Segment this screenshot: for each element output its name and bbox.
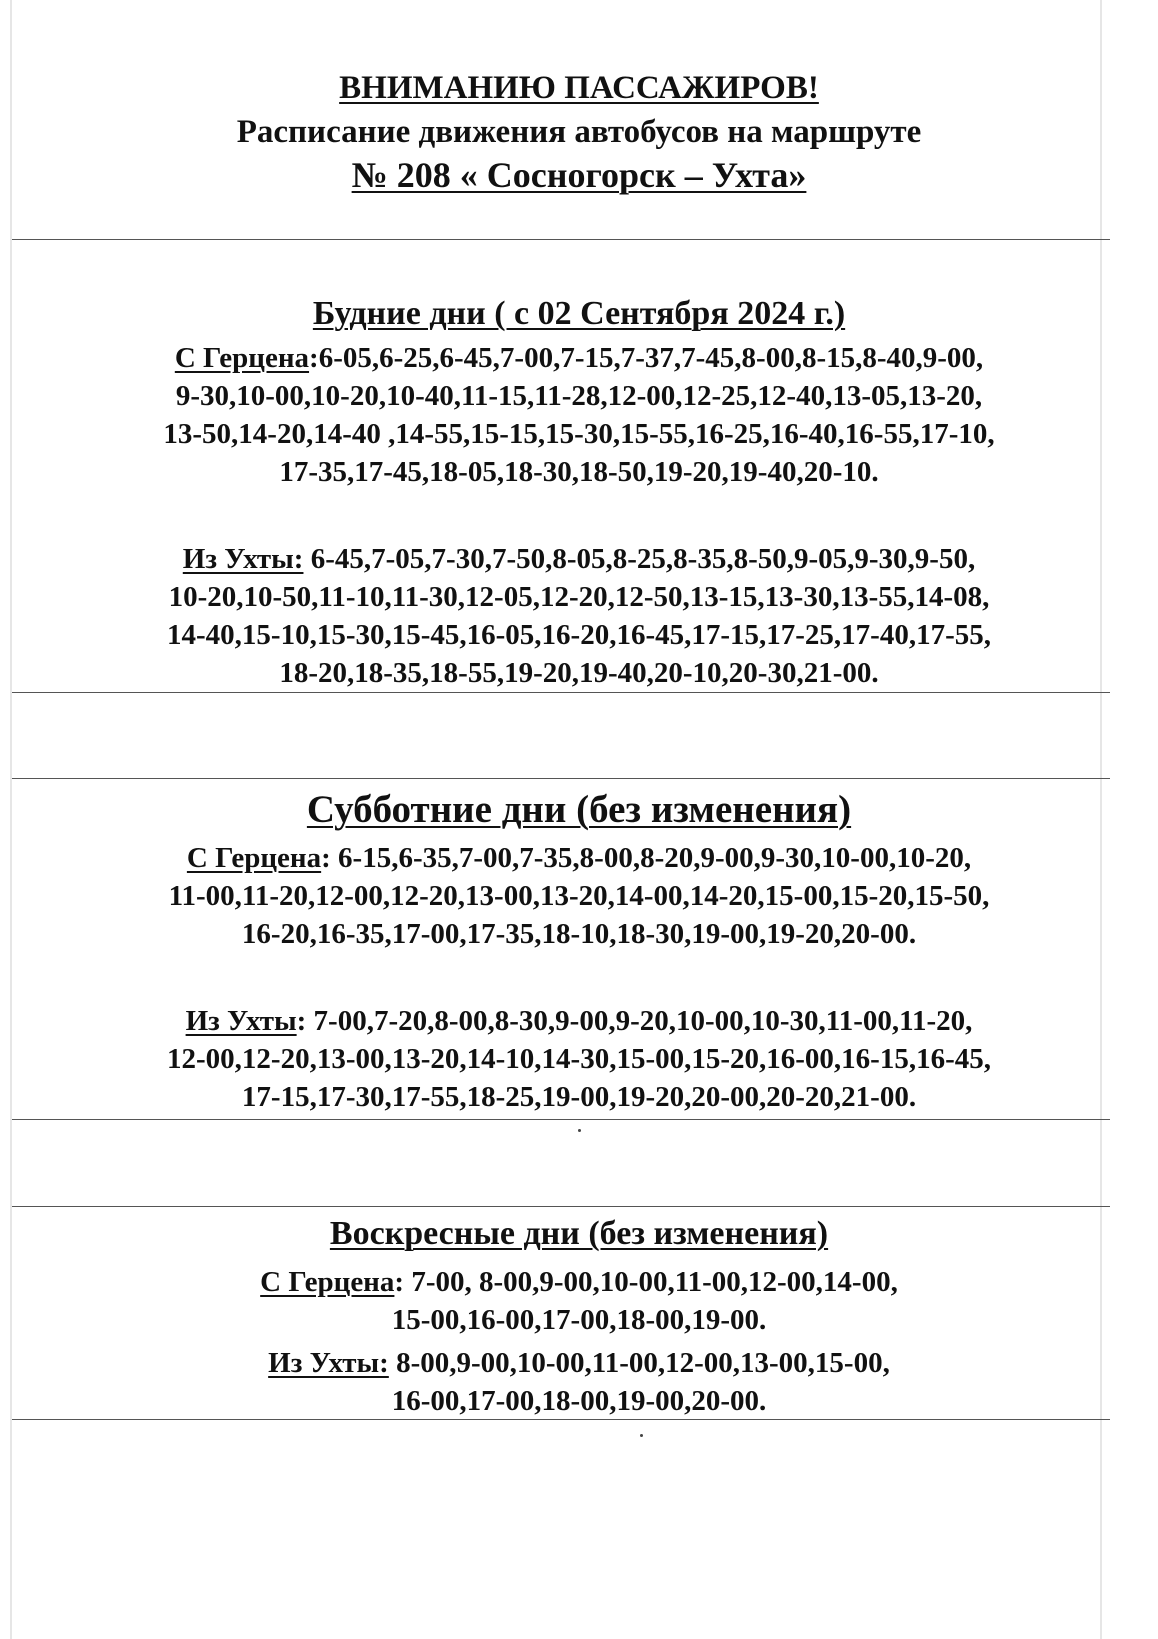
divider — [12, 1419, 1110, 1420]
from-gertsena-label: С Герцена — [174, 342, 310, 374]
schedule-line: 15-00,16-00,17-00,18-00,19-00. — [391, 1304, 767, 1336]
schedule-line — [0, 540, 1158, 578]
schedule-line — [0, 1263, 1158, 1301]
schedule-line: 9-30,10-00,10-20,10-40,11-15,11-28,12-00,12-25,12-40,13-05,13-20, — [175, 380, 983, 412]
schedule-line: 17-35,17-45,18-05,18-30,18-50,19-20,19-40,20-10. — [279, 456, 879, 488]
schedule-line — [0, 839, 1158, 877]
scan-speck — [578, 1129, 581, 1132]
schedule-line — [0, 1344, 1158, 1382]
from-gertsena-label: С Герцена — [186, 842, 322, 874]
times: : 7-00,7-20,8-00,8-30,9-00,9-20,10-00,10-30,11-00,11-20, — [296, 1005, 973, 1037]
divider — [12, 778, 1110, 779]
from-gertsena-label: С Герцена — [260, 1266, 395, 1298]
sunday-from-ukhta — [0, 1344, 1158, 1420]
saturday-title-text: Субботние дни (без изменения) — [306, 788, 852, 831]
sunday-from-gertsena — [0, 1263, 1158, 1339]
schedule-line: 10-20,10-50,11-10,11-30,12-05,12-20,12-50,13-15,13-30,13-55,14-08, — [168, 581, 990, 613]
schedule-line: 13-50,14-20,14-40 ,14-55,15-15,15-30,15-55,16-25,16-40,16-55,17-10, — [163, 418, 995, 450]
attention-heading — [0, 66, 1158, 110]
schedule-line: 12-00,12-20,13-00,13-20,14-10,14-30,15-00,15-20,16-00,16-15,16-45, — [167, 1043, 991, 1075]
schedule-line — [0, 1002, 1158, 1040]
route-text: № 208 « Сосногорск – Ухта» — [351, 155, 807, 195]
schedule-line: 11-00,11-20,12-00,12-20,13-00,13-20,14-00,14-20,15-00,15-20,15-50, — [168, 880, 990, 912]
route-title — [0, 152, 1158, 198]
weekdays-title-text: Будние дни ( с 02 Сентября 2024 г.) — [312, 295, 846, 332]
divider — [12, 1206, 1110, 1207]
times: : 6-15,6-35,7-00,7-35,8-00,8-20,9-00,9-30,10-00,10-20, — [321, 842, 972, 874]
from-ukhta-label: Из Ухты: — [268, 1347, 389, 1379]
divider — [12, 1119, 1110, 1120]
schedule-line: 18-20,18-35,18-55,19-20,19-40,20-10,20-30,21-00. — [279, 657, 879, 689]
times: 6-45,7-05,7-30,7-50,8-05,8-25,8-35,8-50,9-05,9-30,9-50, — [303, 543, 976, 575]
sunday-title — [0, 1212, 1158, 1256]
schedule-line: 16-00,17-00,18-00,19-00,20-00. — [391, 1385, 767, 1417]
from-ukhta-label: Из Ухты — [185, 1005, 297, 1037]
from-ukhta-label: Из Ухты: — [182, 543, 304, 575]
saturday-from-gertsena — [0, 839, 1158, 953]
times: :6-05,6-25,6-45,7-00,7-15,7-37,7-45,8-00,8-15,8-40,9-00, — [309, 342, 984, 374]
weekdays-from-ukhta — [0, 540, 1158, 692]
sunday-title-text: Воскресные дни (без изменения) — [329, 1215, 829, 1252]
saturday-from-ukhta — [0, 1002, 1158, 1116]
schedule-line — [0, 339, 1158, 377]
weekdays-title — [0, 292, 1158, 336]
times: : 7-00, 8-00,9-00,10-00,11-00,12-00,14-00, — [394, 1266, 898, 1298]
schedule-line: 14-40,15-10,15-30,15-45,16-05,16-20,16-45,17-15,17-25,17-40,17-55, — [167, 619, 991, 651]
schedule-line: 16-20,16-35,17-00,17-35,18-10,18-30,19-00,19-20,20-00. — [241, 918, 917, 950]
times: 8-00,9-00,10-00,11-00,12-00,13-00,15-00, — [388, 1347, 890, 1379]
scan-speck — [640, 1434, 643, 1437]
attention-text: ВНИМАНИЮ ПАССАЖИРОВ! — [339, 70, 819, 106]
divider — [12, 692, 1110, 693]
weekdays-from-gertsena — [0, 339, 1158, 491]
schedule-line: 17-15,17-30,17-55,18-25,19-00,19-20,20-00,20-20,21-00. — [241, 1081, 917, 1113]
divider — [12, 239, 1110, 240]
saturday-title — [0, 788, 1158, 832]
schedule-subtitle: Расписание движения автобусов на маршруте — [236, 114, 922, 150]
